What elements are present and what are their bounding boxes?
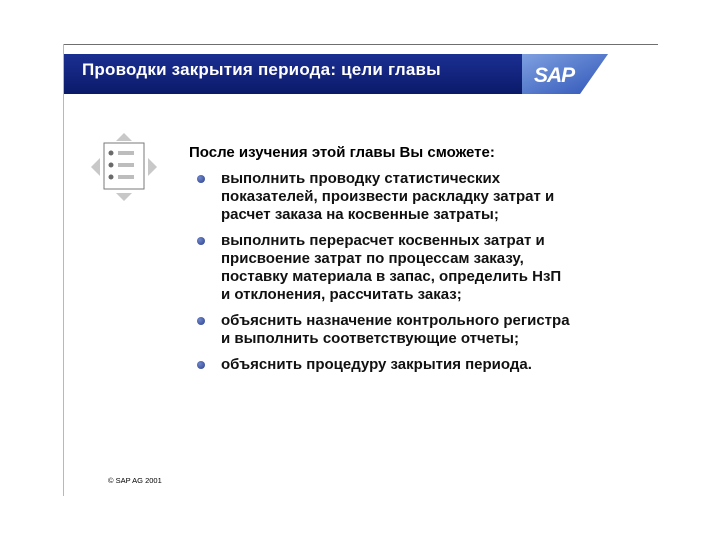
- objectives-list: [189, 170, 629, 374]
- slide: [63, 44, 658, 496]
- objective-line: расчет заказа на косвенные затраты;: [221, 206, 499, 223]
- objective-line: и отклонения, рассчитать заказ;: [221, 286, 462, 303]
- left-divider: [63, 44, 64, 496]
- objective-item: [189, 232, 629, 304]
- objective-line: выполнить проводку статистических: [221, 170, 501, 187]
- sap-logo: SAP: [534, 64, 575, 87]
- copyright-text: © SAP AG 2001: [108, 476, 162, 485]
- objectives-content: [189, 144, 629, 382]
- page-title: Проводки закрытия периода: цели главы: [82, 60, 441, 79]
- objective-line: и выполнить соответствующие отчеты;: [221, 330, 519, 347]
- objective-line: объяснить назначение контрольного регистра: [221, 312, 570, 329]
- list-with-arrows-icon: [91, 133, 157, 201]
- objective-line: объяснить процедуру закрытия периода.: [221, 356, 532, 373]
- intro-text: После изучения этой главы Вы сможете:: [189, 144, 495, 161]
- objective-line: поставку материала в запас, определить НзП: [221, 268, 562, 285]
- bullet-dot-icon: [197, 237, 205, 245]
- bullet-dot-icon: [197, 361, 205, 369]
- title-banner: [64, 54, 658, 94]
- bullet-dot-icon: [197, 317, 205, 325]
- bullet-dot-icon: [197, 175, 205, 183]
- objective-item: [189, 312, 629, 348]
- objective-line: выполнить перерасчет косвенных затрат и: [221, 232, 545, 249]
- top-divider: [63, 44, 658, 45]
- objective-line: присвоение затрат по процессам заказу,: [221, 250, 524, 267]
- objective-item: [189, 356, 629, 374]
- objective-line: показателей, произвести раскладку затрат и: [221, 188, 555, 205]
- objective-item: [189, 170, 629, 224]
